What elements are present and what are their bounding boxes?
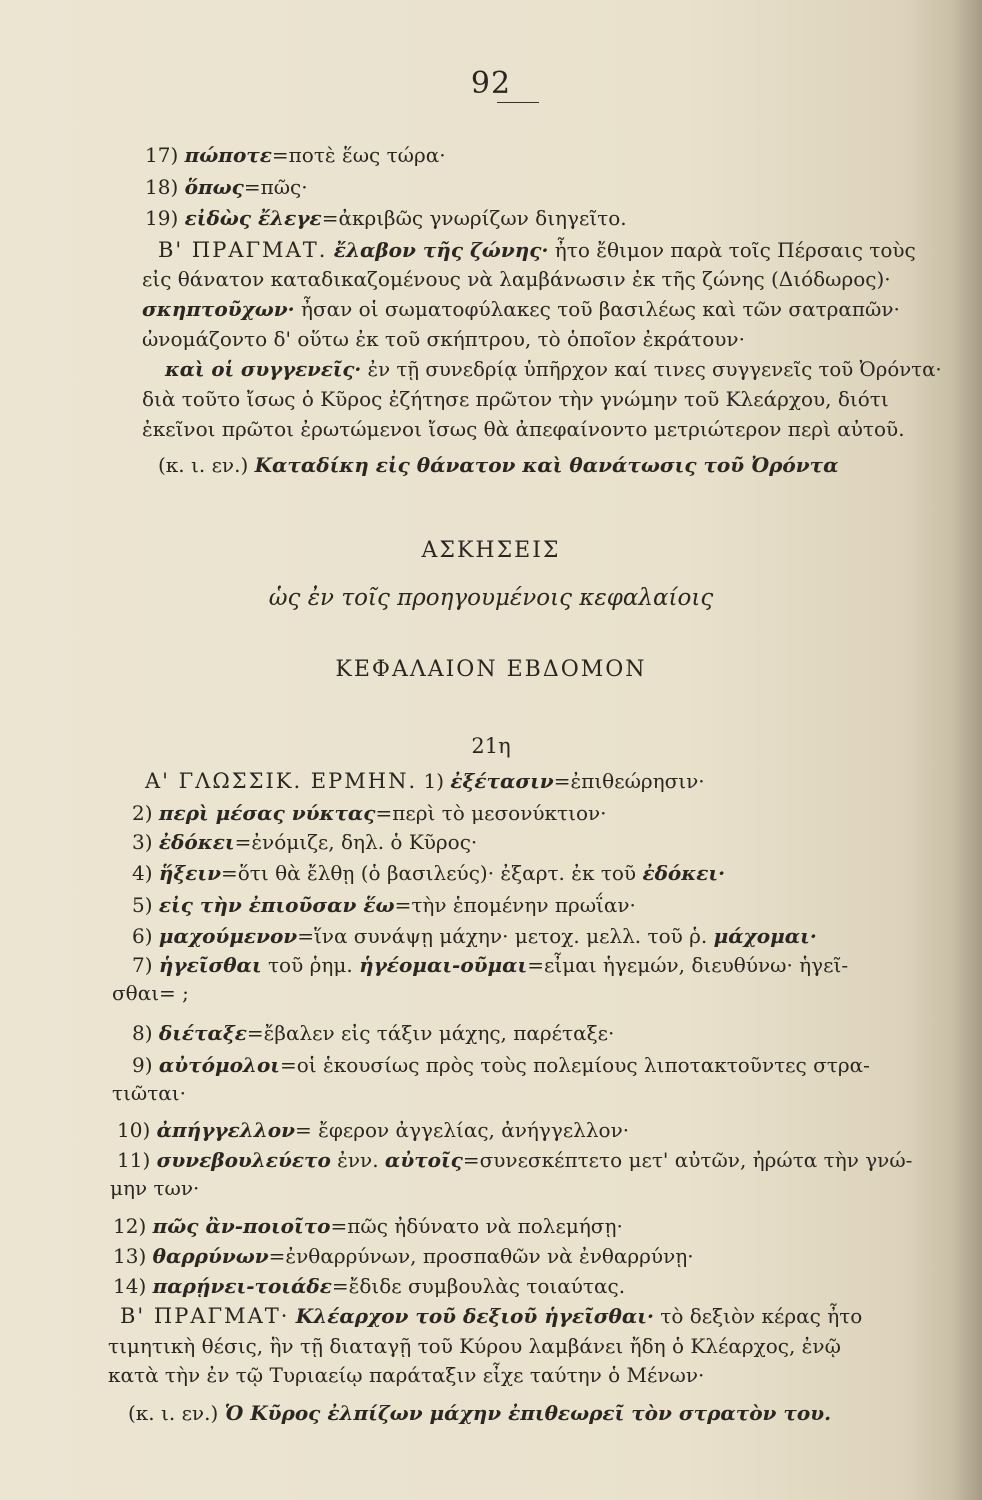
- lesson-line-9-cont: τιῶται·: [112, 1081, 186, 1105]
- gloss-num: 12): [113, 1214, 147, 1238]
- chapter-title: ΚΕΦΑΛΑΙΟΝ ΕΒΔΟΜΟΝ: [335, 657, 647, 682]
- note-term: ὅπως: [184, 175, 244, 199]
- pragmat1-line7: ἐκεῖνοι πρῶτοι ἐρωτώμενοι ἴσως θὰ ἀπεφαίνοντο μετριώτερον περὶ αὐτοῦ.: [142, 417, 905, 441]
- pragmat1-line1: [158, 237, 916, 263]
- section-head: Β' ΠΡΑΓΜΑΤ·: [120, 1304, 290, 1328]
- pragmat1-line8: [158, 452, 838, 478]
- gloss-num: 1): [423, 769, 445, 793]
- gloss-term: αὐτοῖς: [384, 1148, 463, 1172]
- gloss-text: =ἐνθαρρύνων, προσπαθῶν νὰ ἐνθαρρύνῃ·: [268, 1244, 694, 1268]
- gloss-text: ἐνν.: [337, 1148, 379, 1172]
- gloss-text: =οἱ ἑκουσίως πρὸς τοὺς πολεμίους λιποτακτοῦντες στρα-: [279, 1053, 870, 1077]
- gloss-text: =πῶς ἠδύνατο νὰ πολεμήσῃ·: [330, 1214, 623, 1238]
- lesson-line-14: [113, 1273, 625, 1299]
- gloss-num: 14): [113, 1274, 147, 1298]
- lesson-line-11-cont: μην των·: [110, 1176, 200, 1200]
- pragmat2-line1: [120, 1303, 862, 1329]
- gloss-num: 7): [132, 953, 153, 977]
- note-17: [145, 142, 446, 168]
- note-gloss: =πῶς·: [243, 175, 308, 199]
- gloss-num: 3): [132, 830, 153, 854]
- pragmat1-line5: [165, 356, 942, 382]
- note-term: εἰδὼς ἔλεγε: [184, 206, 322, 230]
- section-summary: Καταδίκη εἰς θάνατον καὶ θανάτωσις τοῦ Ὀρόντα: [254, 453, 839, 477]
- gloss-term: ἐδόκει: [158, 830, 235, 854]
- section-summary: Ὁ Κῦρος ἐλπίζων μάχην ἐπιθεωρεῖ τὸν στρατὸν του.: [224, 1401, 832, 1425]
- gloss-term: ἀπήγγελλον: [156, 1118, 296, 1142]
- lesson-number: 21η: [471, 734, 511, 758]
- gloss-term: παρῄνει-τοιάδε: [152, 1274, 332, 1298]
- gloss-text: =τὴν ἑπομένην πρωΐαν·: [394, 893, 636, 917]
- gloss-text: =περὶ τὸ μεσονύκτιον·: [375, 801, 607, 825]
- pragmat2-line2: τιμητικὴ θέσις, ἣν τῇ διαταγῇ τοῦ Κύρου λαμβάνει ἤδη ὁ Κλέαρχος, ἐνῷ: [108, 1334, 841, 1358]
- note-num: 18): [145, 175, 179, 199]
- pragmat1-line2: εἰς θάνατον καταδικαζομένους νὰ λαμβάνωσιν ἐκ τῆς ζώνης (Διόδωρος)·: [142, 267, 891, 291]
- gloss-text: =ἐνόμιζε, δηλ. ὁ Κῦρος·: [234, 830, 478, 854]
- pragmat1-line6: διὰ τοῦτο ἴσως ὁ Κῦρος ἐζήτησε πρῶτον τὴν γνώμην τοῦ Κλεάρχου, διότι: [142, 387, 889, 411]
- pragmat-term: ἔλαβον τῆς ζώνης·: [333, 238, 549, 262]
- gloss-term: διέταξε: [158, 1021, 247, 1045]
- lesson-line-5: [132, 892, 636, 918]
- gloss-term: εἰς τὴν ἐπιοῦσαν ἕω: [158, 893, 395, 917]
- page-number: 92: [470, 66, 512, 101]
- gloss-term: πῶς ἂν-ποιοῖτο: [152, 1214, 331, 1238]
- gloss-text: =ἐπιθεώρησιν·: [553, 769, 705, 793]
- pragmat-term: Κλέαρχον τοῦ δεξιοῦ ἡγεῖσθαι·: [295, 1304, 654, 1328]
- gloss-text: =συνεσκέπτετο μετ' αὐτῶν, ἠρώτα τὴν γνώ-: [462, 1148, 913, 1172]
- gloss-text: =ἔδιδε συμβουλὰς τοιαύτας.: [331, 1274, 626, 1298]
- section-ref: (κ. ι. εν.): [158, 453, 249, 477]
- lesson-line-8: [132, 1020, 614, 1046]
- gloss-term: περὶ μέσας νύκτας: [158, 801, 376, 825]
- section-head: Β' ΠΡΑΓΜΑΤ.: [158, 238, 328, 262]
- gloss-num: 2): [132, 801, 153, 825]
- exercises-subtitle: ὡς ἐν τοῖς προηγουμένοις κεφαλαίοις: [268, 585, 714, 611]
- note-18: [145, 174, 308, 200]
- gloss-text: = ἔφερον ἀγγελίας, ἀνήγγελλον·: [295, 1118, 630, 1142]
- gloss-text: =ἵνα συνάψῃ μάχην· μετοχ. μελλ. τοῦ ῥ.: [297, 924, 708, 948]
- pragmat-term: σκηπτοῦχων·: [142, 297, 295, 321]
- gloss-num: 6): [132, 924, 153, 948]
- gloss-term: αὐτόμολοι: [158, 1053, 280, 1077]
- gloss-text: =εἶμαι ἡγεμών, διευθύνω· ἡγεῖ-: [527, 953, 849, 977]
- pragmat1-line3: [142, 296, 900, 322]
- note-num: 19): [145, 206, 179, 230]
- note-num: 17): [145, 143, 179, 167]
- gloss-term: μαχούμενον: [158, 924, 298, 948]
- pragmat-text: τὸ δεξιὸν κέρας ἦτο: [660, 1304, 863, 1328]
- note-gloss: =ποτὲ ἕως τώρα·: [271, 143, 446, 167]
- gloss-term: ἡγέομαι-οῦμαι: [359, 953, 528, 977]
- gloss-num: 4): [132, 861, 153, 885]
- gloss-text: =ἔβαλεν εἰς τάξιν μάχης, παρέταξε·: [246, 1021, 615, 1045]
- lesson-line-6: [132, 923, 817, 949]
- pragmat-term: καὶ οἱ συγγενεῖς·: [165, 357, 362, 381]
- gloss-term: ἐξέτασιν: [450, 769, 554, 793]
- lesson-line-13: [113, 1243, 694, 1269]
- gloss-num: 9): [132, 1053, 153, 1077]
- pragmat2-line3: κατὰ τὴν ἐν τῷ Τυριαείῳ παράταξιν εἶχε ταύτην ὁ Μένων·: [108, 1363, 705, 1387]
- exercises-title: ΑΣΚΗΣΕΙΣ: [421, 538, 561, 563]
- gloss-text: =ὅτι θὰ ἔλθῃ (ὁ βασιλεύς)· ἐξαρτ. ἐκ τοῦ: [221, 861, 637, 885]
- lesson-line-12: [113, 1213, 623, 1239]
- section-ref: (κ. ι. εν.): [128, 1401, 219, 1425]
- page-number-rule: [497, 102, 539, 103]
- pragmat1-line4: ὠνομάζοντο δ' οὕτω ἐκ τοῦ σκήπτρου, τὸ ὁποῖον ἐκράτουν·: [142, 327, 745, 351]
- gloss-num: 8): [132, 1021, 153, 1045]
- pragmat-text: ἐν τῇ συνεδρίᾳ ὑπῆρχον καί τινες συγγενεῖς τοῦ Ὀρόντα·: [367, 357, 942, 381]
- gloss-term: ἐδόκει·: [642, 861, 726, 885]
- note-19: [145, 205, 627, 231]
- gloss-num: 13): [113, 1244, 147, 1268]
- gloss-term: ἡγεῖσθαι: [158, 953, 262, 977]
- gloss-text: τοῦ ῥημ.: [267, 953, 353, 977]
- lesson-line-11: [117, 1147, 912, 1173]
- gloss-num: 5): [132, 893, 153, 917]
- lesson-line-10: [117, 1117, 629, 1143]
- pragmat-text: ἦτο ἔθιμον παρὰ τοῖς Πέρσαις τοὺς: [554, 238, 916, 262]
- pragmat2-line4: [128, 1400, 831, 1426]
- lesson-line-3: [132, 829, 477, 855]
- gloss-term: ἥξειν: [158, 861, 221, 885]
- section-head: Α' ΓΛΩΣΣΙΚ. ΕΡΜΗΝ.: [145, 769, 418, 793]
- gloss-num: 11): [117, 1148, 151, 1172]
- note-term: πώποτε: [184, 143, 272, 167]
- note-gloss: =ἀκριβῶς γνωρίζων διηγεῖτο.: [321, 206, 627, 230]
- gloss-num: 10): [117, 1118, 151, 1142]
- lesson-line-7: [132, 952, 848, 978]
- lesson-line-2: [132, 800, 607, 826]
- lesson-line-9: [132, 1052, 870, 1078]
- lesson-line-1: [145, 768, 705, 794]
- gloss-term: θαρρύνων: [152, 1244, 269, 1268]
- pragmat-text: ἦσαν οἱ σωματοφύλακες τοῦ βασιλέως καὶ τῶν σατραπῶν·: [301, 297, 900, 321]
- gloss-term: μάχομαι·: [713, 924, 817, 948]
- lesson-line-4: [132, 860, 725, 886]
- gloss-term: συνεβουλεύετο: [156, 1148, 331, 1172]
- lesson-line-7-cont: σθαι= ;: [112, 981, 189, 1005]
